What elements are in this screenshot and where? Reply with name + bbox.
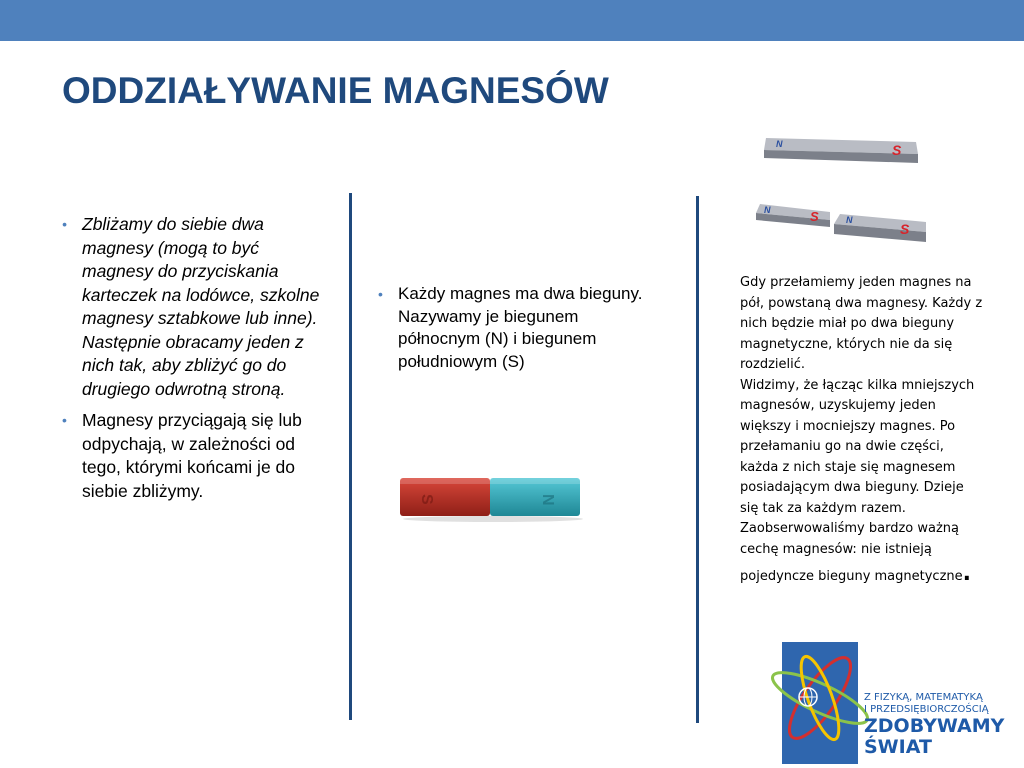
magnet-north-label: N bbox=[539, 494, 556, 506]
column-divider-left bbox=[349, 193, 352, 720]
description-conclusion: pojedyncze bieguny magnetyczne bbox=[740, 569, 963, 584]
middle-bullet-list bbox=[378, 283, 658, 373]
description-paragraph-3 bbox=[740, 561, 986, 588]
description-paragraph-2: Widzimy, że łącząc kilka mniejszych magnesów, uzyskujemy jeden większy i mocniejszy magnes. Po przełamaniu go na dwie części, każda z nich staje się magnesem posiadającym dwa bieguny. Dzieje się tak za każdym razem. Zaobserwowaliśmy bardzo ważną cechę magnesów: nie istnieją bbox=[740, 377, 975, 557]
logo-line-1: Z FIZYKĄ, MATEMATYKĄ bbox=[864, 692, 983, 703]
short-magnet-2-north-label: N bbox=[846, 215, 853, 225]
short-magnet-1-north-label: N bbox=[764, 205, 771, 215]
logo-line-3: ZDOBYWAMY bbox=[864, 715, 1005, 737]
middle-bullet-item: • Każdy magnes ma dwa bieguny. Nazywamy je biegunem północnym (N) i biegunem południowym (S) bbox=[378, 283, 658, 373]
long-magnet-north-label: N bbox=[776, 139, 783, 149]
logo-line-4: ŚWIAT bbox=[864, 736, 932, 758]
column-divider-right bbox=[696, 196, 699, 723]
magnet-south-label: S bbox=[418, 494, 435, 505]
description-paragraph-1: Gdy przełamiemy jeden magnes na pół, powstaną dwa magnesy. Każdy z nich będzie miał po dwa bieguny magnetyczne, których nie da się rozdzielić. bbox=[740, 275, 983, 372]
left-bullet-list bbox=[62, 213, 330, 511]
short-magnet-1-south-label: S bbox=[810, 209, 819, 224]
red-teal-bar-magnet-image bbox=[398, 474, 584, 524]
left-bullet-item: • Magnesy przyciągają się lub odpychają, w zależności od tego, którymi końcami je do siebie zbliżymy. bbox=[62, 409, 330, 503]
long-magnet-south-label: S bbox=[892, 142, 902, 158]
right-description-text bbox=[740, 273, 986, 588]
top-bar bbox=[0, 0, 1024, 41]
split-magnets-image bbox=[750, 130, 940, 250]
slide-title: ODDZIAŁYWANIE MAGNESÓW bbox=[62, 70, 609, 111]
description-final-dot: . bbox=[962, 561, 971, 586]
short-magnet-2-south-label: S bbox=[900, 221, 910, 237]
logo-line-2: I PRZEDSIĘBIORCZOŚCIĄ bbox=[864, 704, 989, 715]
left-bullet-item: • Zbliżamy do siebie dwa magnesy (mogą to być magnesy do przyciskania karteczek na lodówce, szkolne magnesy sztabkowe lub inne). Następnie obracamy jeden z nich tak, aby zbliżyć go do drugiego odwrotną stroną. bbox=[62, 213, 330, 401]
project-logo bbox=[768, 620, 1024, 768]
